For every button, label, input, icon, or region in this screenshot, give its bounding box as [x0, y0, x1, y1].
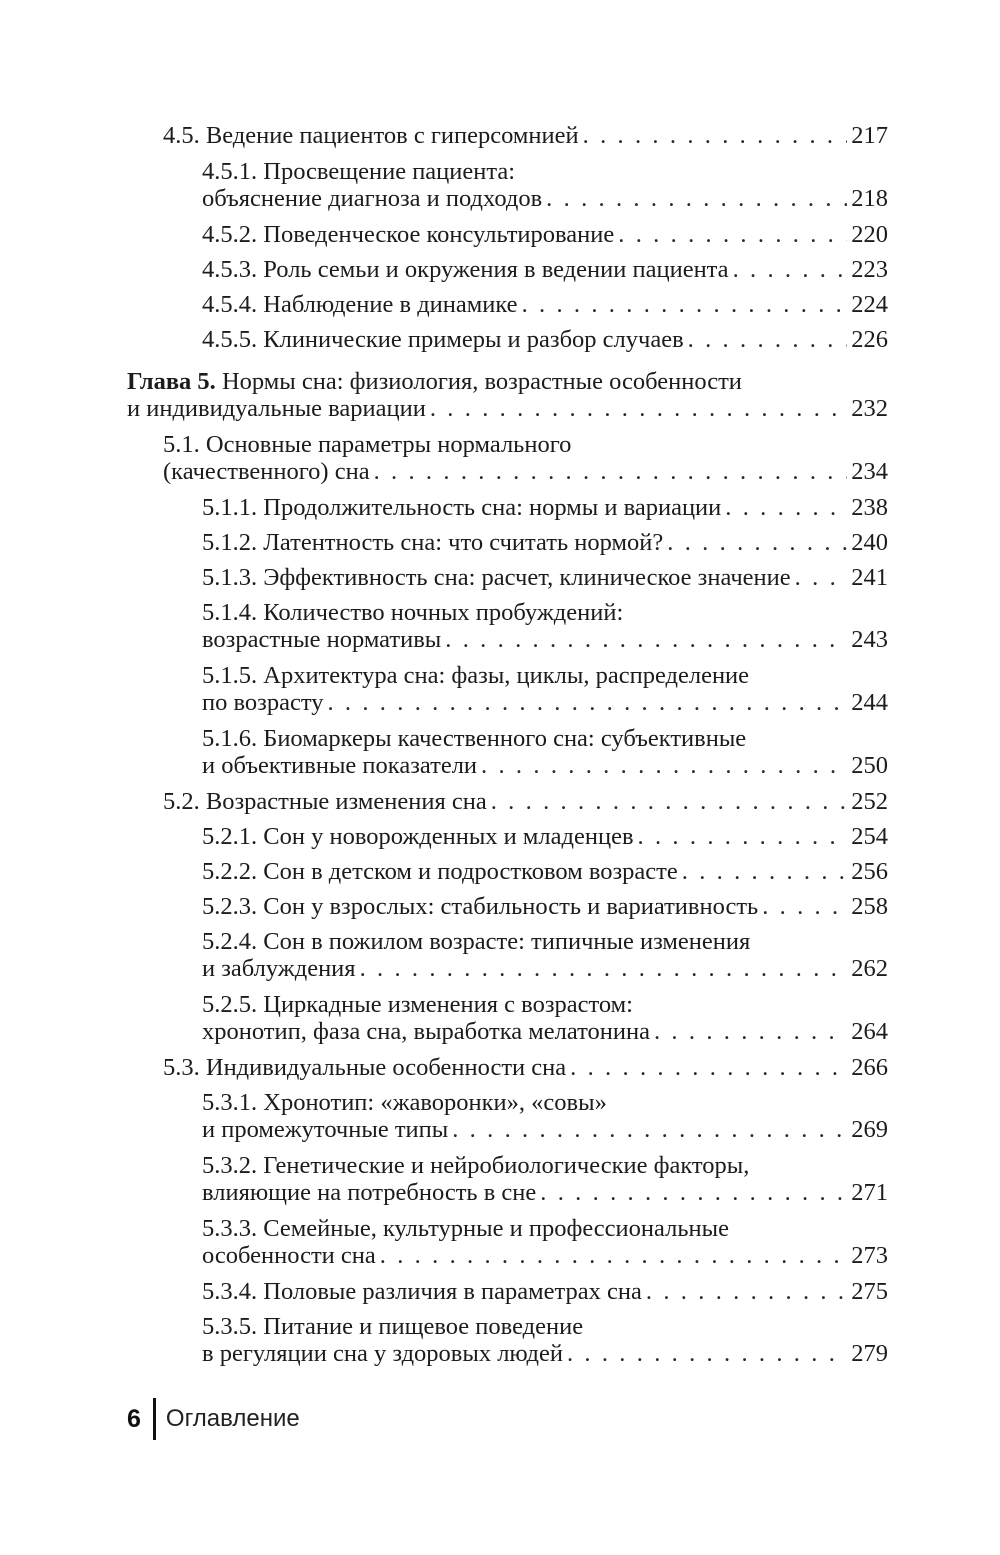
toc-entry-title [202, 158, 515, 185]
toc-entry-line-with-page [163, 122, 888, 149]
toc-entry-line-with-page [202, 1278, 888, 1305]
toc-entry-text: 5.3.4. Половые различия в параметрах сна [202, 1278, 642, 1305]
toc-entry-text: 5.1.1. Продолжительность сна: нормы и вариации [202, 494, 722, 521]
dot-leader [638, 823, 848, 850]
toc-page-number: 273 [851, 1242, 888, 1269]
toc-entry-text: 4.5.2. Поведенческое консультирование [202, 221, 615, 248]
dot-leader [360, 955, 848, 982]
toc-page-number: 220 [851, 221, 888, 248]
toc-entry-text: 4.5.4. Наблюдение в динамике [202, 291, 518, 318]
toc-entry-line-with-page [202, 893, 888, 920]
toc-entry-title [163, 1054, 566, 1081]
toc-entry [163, 1054, 888, 1081]
dot-leader [667, 529, 847, 556]
toc-page-number: 254 [851, 823, 888, 850]
toc-entry [202, 529, 888, 556]
toc-entry [202, 564, 888, 591]
toc-entry-title [202, 1152, 749, 1179]
toc-entry-title [202, 823, 634, 850]
dot-leader [380, 1242, 847, 1269]
toc-entry [202, 1313, 888, 1367]
toc-entry-text: 4.5.1. Просвещение пациента: [202, 158, 516, 185]
toc-entry-line-with-page [202, 1242, 888, 1269]
toc-entry-title [202, 326, 684, 353]
toc-entry-line-with-page [202, 326, 888, 353]
toc-page-number: 218 [851, 185, 888, 212]
toc-entry-title [202, 1215, 729, 1242]
toc-entry-line [127, 368, 888, 395]
toc-entry-line-with-page [202, 291, 888, 318]
toc-page-number: 224 [851, 291, 888, 318]
toc-entry-text: 5.3.5. Питание и пищевое поведение [202, 1313, 584, 1340]
toc-entry-title [202, 564, 791, 591]
toc-entry-title [163, 431, 571, 458]
toc-entry-title [163, 788, 487, 815]
toc-entry-title [202, 1242, 376, 1269]
toc-entry-text: и объективные показатели [202, 752, 478, 779]
toc-entry-title [202, 221, 614, 248]
toc-entry-title [202, 1340, 563, 1367]
toc-entry-text: 5.1.6. Биомаркеры качественного сна: субъективные [202, 725, 747, 752]
toc-entry [202, 158, 888, 212]
toc-entry-line [202, 662, 888, 689]
page-footer [127, 1398, 300, 1440]
toc-entry-text: и промежуточные типы [202, 1116, 449, 1143]
toc-page-number: 279 [851, 1340, 888, 1367]
toc-entry-title [202, 529, 663, 556]
toc-entry-line [163, 431, 888, 458]
toc-entry-title [127, 395, 426, 422]
toc-page-number: 256 [851, 858, 888, 885]
toc-entry-text: хронотип, фаза сна, выработка мелатонина [202, 1018, 650, 1045]
toc-entry-text: 5.1. Основные параметры нормального [163, 431, 572, 458]
toc-page-number: 240 [851, 529, 888, 556]
toc-entry-line [202, 158, 888, 185]
toc-entry-text: 5.3.2. Генетические и нейробиологические факторы, [202, 1152, 750, 1179]
toc-entry-title [202, 725, 746, 752]
toc-entry-line-with-page [202, 256, 888, 283]
toc-entry-text: 5.1.5. Архитектура сна: фазы, циклы, распределение [202, 662, 750, 689]
dot-leader [522, 291, 848, 318]
toc-page-number: 226 [851, 326, 888, 353]
chapter-label: Глава 5. [127, 368, 216, 395]
dot-leader [567, 1340, 847, 1367]
dot-leader [374, 458, 848, 485]
toc-entry-text: и индивидуальные вариации [127, 395, 426, 422]
toc-entry-line-with-page [163, 1054, 888, 1081]
toc-page-number: 264 [851, 1018, 888, 1045]
toc-entry [202, 599, 888, 653]
dot-leader [646, 1278, 847, 1305]
toc-entry-title [127, 368, 742, 395]
toc-entry-line-with-page [127, 395, 888, 422]
page-number: 6 [127, 1404, 141, 1433]
toc-entry-title [202, 955, 356, 982]
toc-entry [202, 858, 888, 885]
toc-entry-text: возрастные нормативы [202, 626, 442, 653]
toc-entry-title [202, 752, 477, 779]
toc-entry [202, 221, 888, 248]
toc-entry-line [202, 1313, 888, 1340]
toc-entry-text: 5.3. Индивидуальные особенности сна [163, 1054, 567, 1081]
running-title: Оглавление [165, 1405, 300, 1432]
toc-entry [202, 326, 888, 353]
toc-entry [202, 823, 888, 850]
dot-leader [654, 1018, 847, 1045]
toc-page-number: 266 [851, 1054, 888, 1081]
toc-entry [202, 291, 888, 318]
dot-leader [430, 395, 847, 422]
toc-entry [163, 122, 888, 149]
dot-leader [733, 256, 848, 283]
toc-entry-line [202, 1152, 888, 1179]
dot-leader [445, 626, 847, 653]
toc-entry-title [202, 494, 721, 521]
toc-page-number: 250 [851, 752, 888, 779]
toc-entry [202, 1152, 888, 1206]
toc-entry-text: 5.2.4. Сон в пожилом возрасте: типичные изменения [202, 928, 751, 955]
toc-entry-line-with-page [202, 823, 888, 850]
toc-entry-title [202, 1313, 583, 1340]
toc-entry-line-with-page [202, 564, 888, 591]
toc-page-number: 223 [851, 256, 888, 283]
dot-leader [327, 689, 847, 716]
toc-entry-text: 5.2. Возрастные изменения сна [163, 788, 487, 815]
toc-page-number: 262 [851, 955, 888, 982]
toc-entry-title [202, 928, 750, 955]
toc-entry-text: 5.2.5. Циркадные изменения с возрастом: [202, 991, 633, 1018]
toc-entry [127, 368, 888, 422]
toc-entry-text: объяснение диагноза и подходов [202, 185, 543, 212]
toc-entry-title [202, 1116, 448, 1143]
toc-page-number: 258 [851, 893, 888, 920]
toc-entry-text: и заблуждения [202, 955, 356, 982]
toc-entry-line-with-page [202, 626, 888, 653]
toc-entry-line-with-page [202, 494, 888, 521]
dot-leader [491, 788, 848, 815]
dot-leader [618, 221, 847, 248]
toc-entry-line-with-page [202, 185, 888, 212]
toc-entry [163, 788, 888, 815]
toc-page-number: 238 [851, 494, 888, 521]
toc-entry-line-with-page [163, 788, 888, 815]
dot-leader [725, 494, 847, 521]
toc-entry [202, 494, 888, 521]
toc-entry-title [163, 122, 579, 149]
toc-entry-line-with-page [163, 458, 888, 485]
toc-entry-line [202, 1215, 888, 1242]
toc-entry-line-with-page [202, 1179, 888, 1206]
toc-page-number: 243 [851, 626, 888, 653]
toc-entry-title [163, 458, 370, 485]
toc-entry [202, 991, 888, 1045]
toc-entry-text: особенности сна [202, 1242, 376, 1269]
toc-entry-text: Нормы сна: физиология, возрастные особенности [215, 368, 742, 395]
toc-page-number: 232 [851, 395, 888, 422]
dot-leader [540, 1179, 847, 1206]
toc-entry-line-with-page [202, 752, 888, 779]
dot-leader [682, 858, 848, 885]
toc-entry-title [202, 991, 633, 1018]
dot-leader [795, 564, 848, 591]
toc-entry-title [202, 689, 323, 716]
toc-entry-line-with-page [202, 1018, 888, 1045]
toc-entry [202, 1278, 888, 1305]
toc-entry-line-with-page [202, 221, 888, 248]
toc-entry-line-with-page [202, 1116, 888, 1143]
toc-entry-line-with-page [202, 1340, 888, 1367]
toc-entry-text: 5.3.1. Хронотип: «жаворонки», «совы» [202, 1089, 607, 1116]
toc-entry-line [202, 991, 888, 1018]
toc-entry [202, 893, 888, 920]
dot-leader [452, 1116, 847, 1143]
toc-entry-line [202, 725, 888, 752]
toc-entry [202, 256, 888, 283]
toc-entry-text: 5.1.4. Количество ночных пробуждений: [202, 599, 624, 626]
dot-leader [688, 326, 848, 353]
toc-entry-line [202, 928, 888, 955]
toc-entry-text: 5.3.3. Семейные, культурные и профессиональные [202, 1215, 729, 1242]
toc-entry [202, 928, 888, 982]
toc-entry-title [202, 1278, 642, 1305]
toc-entry-text: 4.5.3. Роль семьи и окружения в ведении пациента [202, 256, 729, 283]
toc-entry-title [202, 662, 749, 689]
toc-page-number: 234 [851, 458, 888, 485]
toc-entry-title [202, 858, 678, 885]
toc-entry-title [202, 599, 623, 626]
toc-page-number: 271 [851, 1179, 888, 1206]
toc-page-number: 252 [851, 788, 888, 815]
toc-page-number: 217 [851, 122, 888, 149]
toc-entry-text: 5.2.1. Сон у новорожденных и младенцев [202, 823, 634, 850]
toc-entry-title [202, 1179, 536, 1206]
dot-leader [570, 1054, 847, 1081]
toc-entry-text: по возрасту [202, 689, 324, 716]
toc-page-number: 275 [851, 1278, 888, 1305]
footer-divider [153, 1398, 156, 1440]
dot-leader [546, 185, 847, 212]
toc-entry [202, 1215, 888, 1269]
toc-entry-title [202, 1089, 607, 1116]
dot-leader [481, 752, 847, 779]
toc-entry-title [202, 291, 518, 318]
toc-entry-title [202, 185, 542, 212]
toc-entry-line [202, 599, 888, 626]
toc-page-number: 269 [851, 1116, 888, 1143]
toc-entry-title [202, 893, 758, 920]
toc-entry-text: в регуляции сна у здоровых людей [202, 1340, 563, 1367]
toc-entry [202, 725, 888, 779]
toc-entry [202, 1089, 888, 1143]
toc-entry-line-with-page [202, 955, 888, 982]
toc-entry-text: 5.2.2. Сон в детском и подростковом возрасте [202, 858, 678, 885]
toc-entry [163, 431, 888, 485]
toc-entry-text: 5.2.3. Сон у взрослых: стабильность и вариативность [202, 893, 759, 920]
toc-entry-title [202, 626, 441, 653]
toc-entry-line-with-page [202, 858, 888, 885]
dot-leader [762, 893, 847, 920]
toc-entry-text: 5.1.3. Эффективность сна: расчет, клиническое значение [202, 564, 791, 591]
toc-entry-line-with-page [202, 529, 888, 556]
dot-leader [583, 122, 848, 149]
toc-entry-text: влияющие на потребность в сне [202, 1179, 537, 1206]
toc-entry-line [202, 1089, 888, 1116]
toc-entry-line-with-page [202, 689, 888, 716]
toc-entry [202, 662, 888, 716]
toc-entry-title [202, 1018, 650, 1045]
toc-entry-title [202, 256, 729, 283]
toc-page-number: 244 [851, 689, 888, 716]
toc-entry-text: (качественного) сна [163, 458, 370, 485]
toc-entry-text: 4.5.5. Клинические примеры и разбор случаев [202, 326, 684, 353]
toc-page-number: 241 [851, 564, 888, 591]
toc-entry-text: 4.5. Ведение пациентов с гиперсомнией [163, 122, 579, 149]
toc-entry-text: 5.1.2. Латентность сна: что считать нормой? [202, 529, 664, 556]
